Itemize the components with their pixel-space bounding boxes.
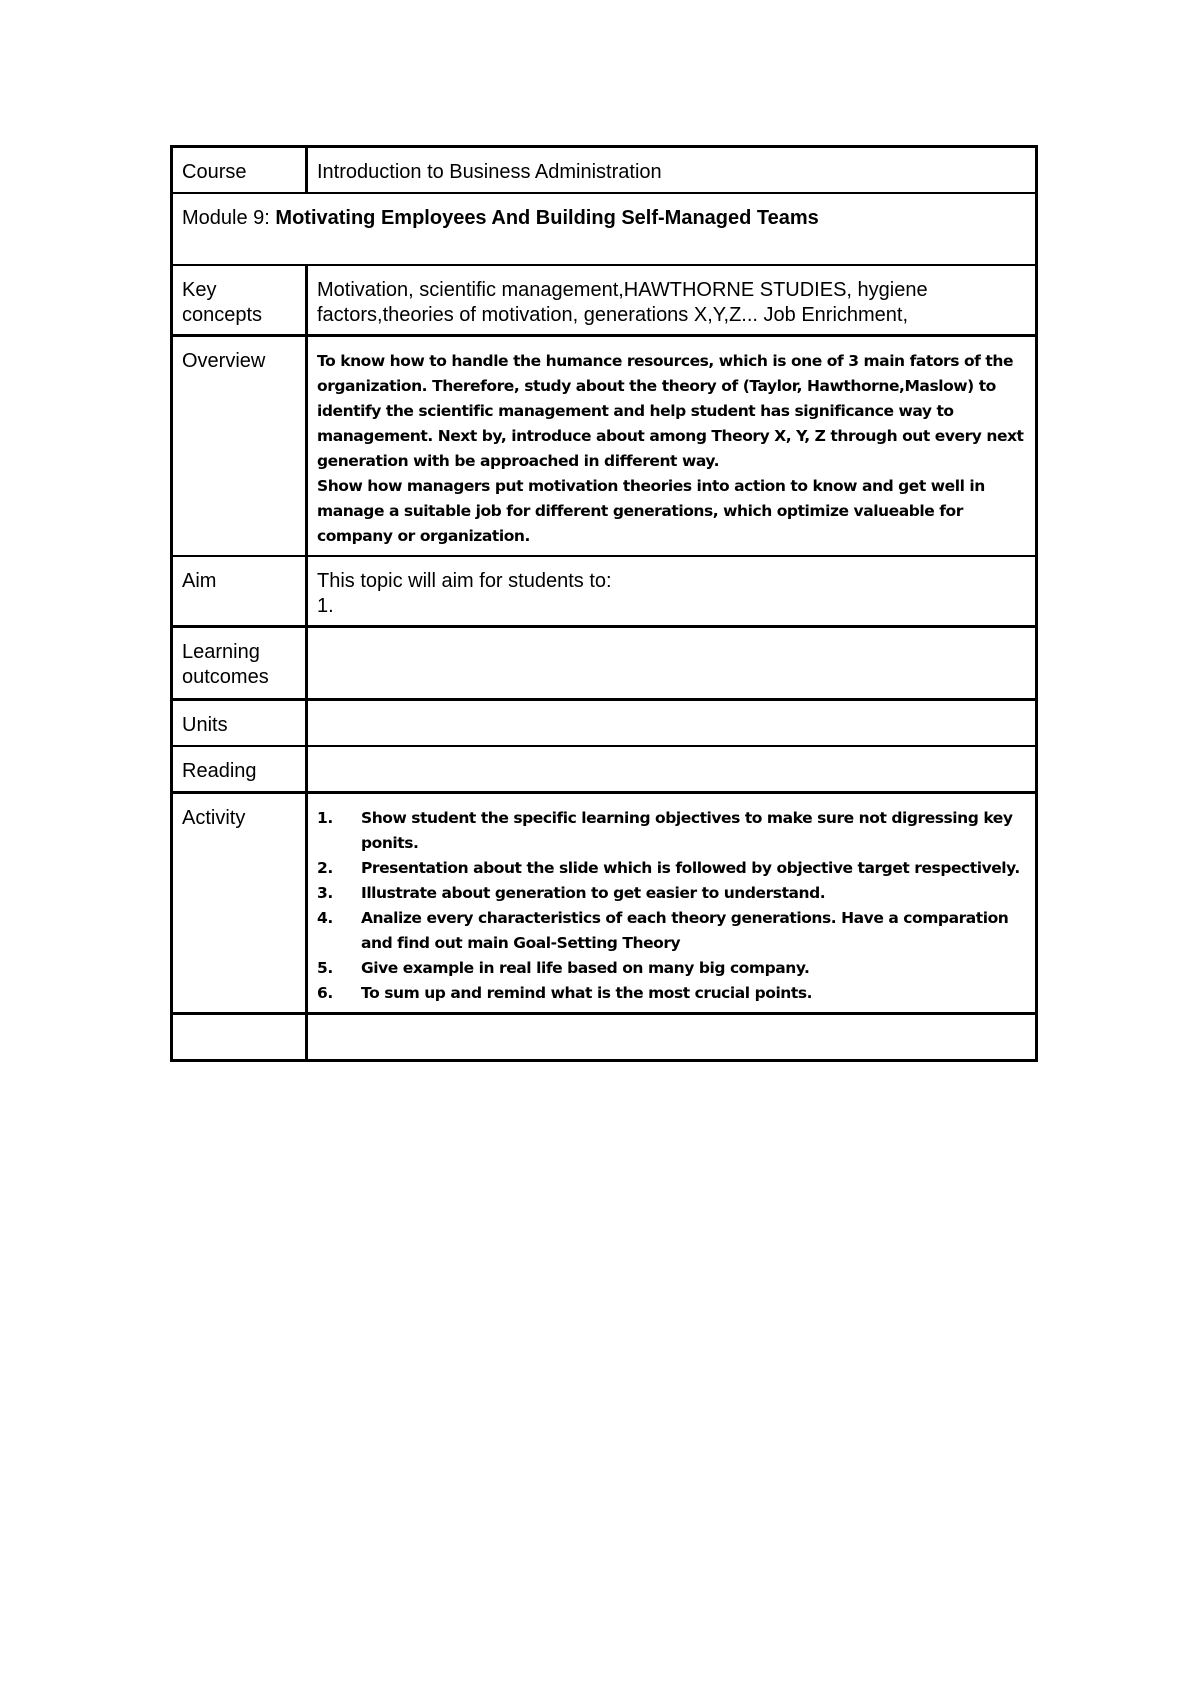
aim-row [172,556,1037,627]
activity-item-text: Presentation about the slide which is followed by objective target respectively. [361,859,1020,877]
activity-item-text: Illustrate about generation to get easier to understand. [361,884,826,902]
learning-outcomes-label-line1: Learning [182,641,260,663]
key-concepts-line1: Motivation, scientific management,HAWTHORNE STUDIES, hygiene [317,279,928,301]
aim-value [307,556,1037,627]
activity-list [317,806,1025,1006]
activity-item-number: 4. [317,909,333,927]
learning-outcomes-label-line2: outcomes [182,666,269,688]
activity-item-number: 5. [317,959,333,977]
empty-row [172,1014,1037,1061]
overview-row [172,336,1037,557]
activity-item-text: Show student the specific learning objectives to make sure not digressing key ponits. [361,809,1013,852]
learning-outcomes-label [172,627,307,700]
activity-row [172,793,1037,1014]
key-concepts-line2: factors,theories of motivation, generations X,Y,Z... Job Enrichment, [317,304,909,326]
activity-item [317,806,1025,856]
empty-label-cell [172,1014,307,1061]
activity-item [317,956,1025,981]
learning-outcomes-value [307,627,1037,700]
activity-item-text: Give example in real life based on many big company. [361,959,810,977]
reading-value [307,746,1037,793]
activity-item [317,881,1025,906]
key-concepts-label [172,265,307,336]
aim-label: Aim [172,556,307,627]
reading-label: Reading [172,746,307,793]
module-title: Motivating Employees And Building Self-Managed Teams [275,207,819,229]
activity-item-text: To sum up and remind what is the most crucial points. [361,984,813,1002]
key-concepts-label-line2: concepts [182,304,263,326]
activity-item-number: 2. [317,859,333,877]
activity-item-number: 3. [317,884,333,902]
units-value [307,700,1037,747]
course-outline-table [170,145,1038,1062]
activity-value [307,793,1037,1014]
reading-row [172,746,1037,793]
aim-line-1: This topic will aim for students to: [317,570,612,592]
empty-value-cell [307,1014,1037,1061]
aim-line-2: 1. [317,595,334,617]
overview-label: Overview [172,336,307,557]
activity-item-number: 1. [317,809,333,827]
activity-item [317,856,1025,881]
key-concepts-value [307,265,1037,336]
overview-paragraph-1: To know how to handle the humance resources, which is one of 3 main fators of the organization. Therefore, study about the theory of (Taylor, Hawthorne,Maslow) to identify the scientific management and help student has significance way to management. Next by, introduce about among Theory X, Y, Z through out every next generation with be approached in different way. [317,352,1024,470]
activity-item-text: Analize every characteristics of each theory generations. Have a comparation and find out main Goal-Setting Theory [361,909,1009,952]
activity-item [317,906,1025,956]
module-prefix: Module 9: [182,207,270,229]
activity-item-number: 6. [317,984,333,1002]
learning-outcomes-row [172,627,1037,700]
course-label: Course [172,147,307,194]
units-label: Units [172,700,307,747]
module-cell [172,193,1037,265]
overview-value [307,336,1037,557]
key-concepts-row [172,265,1037,336]
overview-paragraph-2: Show how managers put motivation theories into action to know and get well in manage a suitable job for different generations, which optimize valueable for company or organization. [317,477,985,545]
activity-label: Activity [172,793,307,1014]
activity-item [317,981,1025,1006]
units-row [172,700,1037,747]
course-value: Introduction to Business Administration [307,147,1037,194]
key-concepts-label-line1: Key [182,279,217,301]
module-row [172,193,1037,265]
course-row [172,147,1037,194]
